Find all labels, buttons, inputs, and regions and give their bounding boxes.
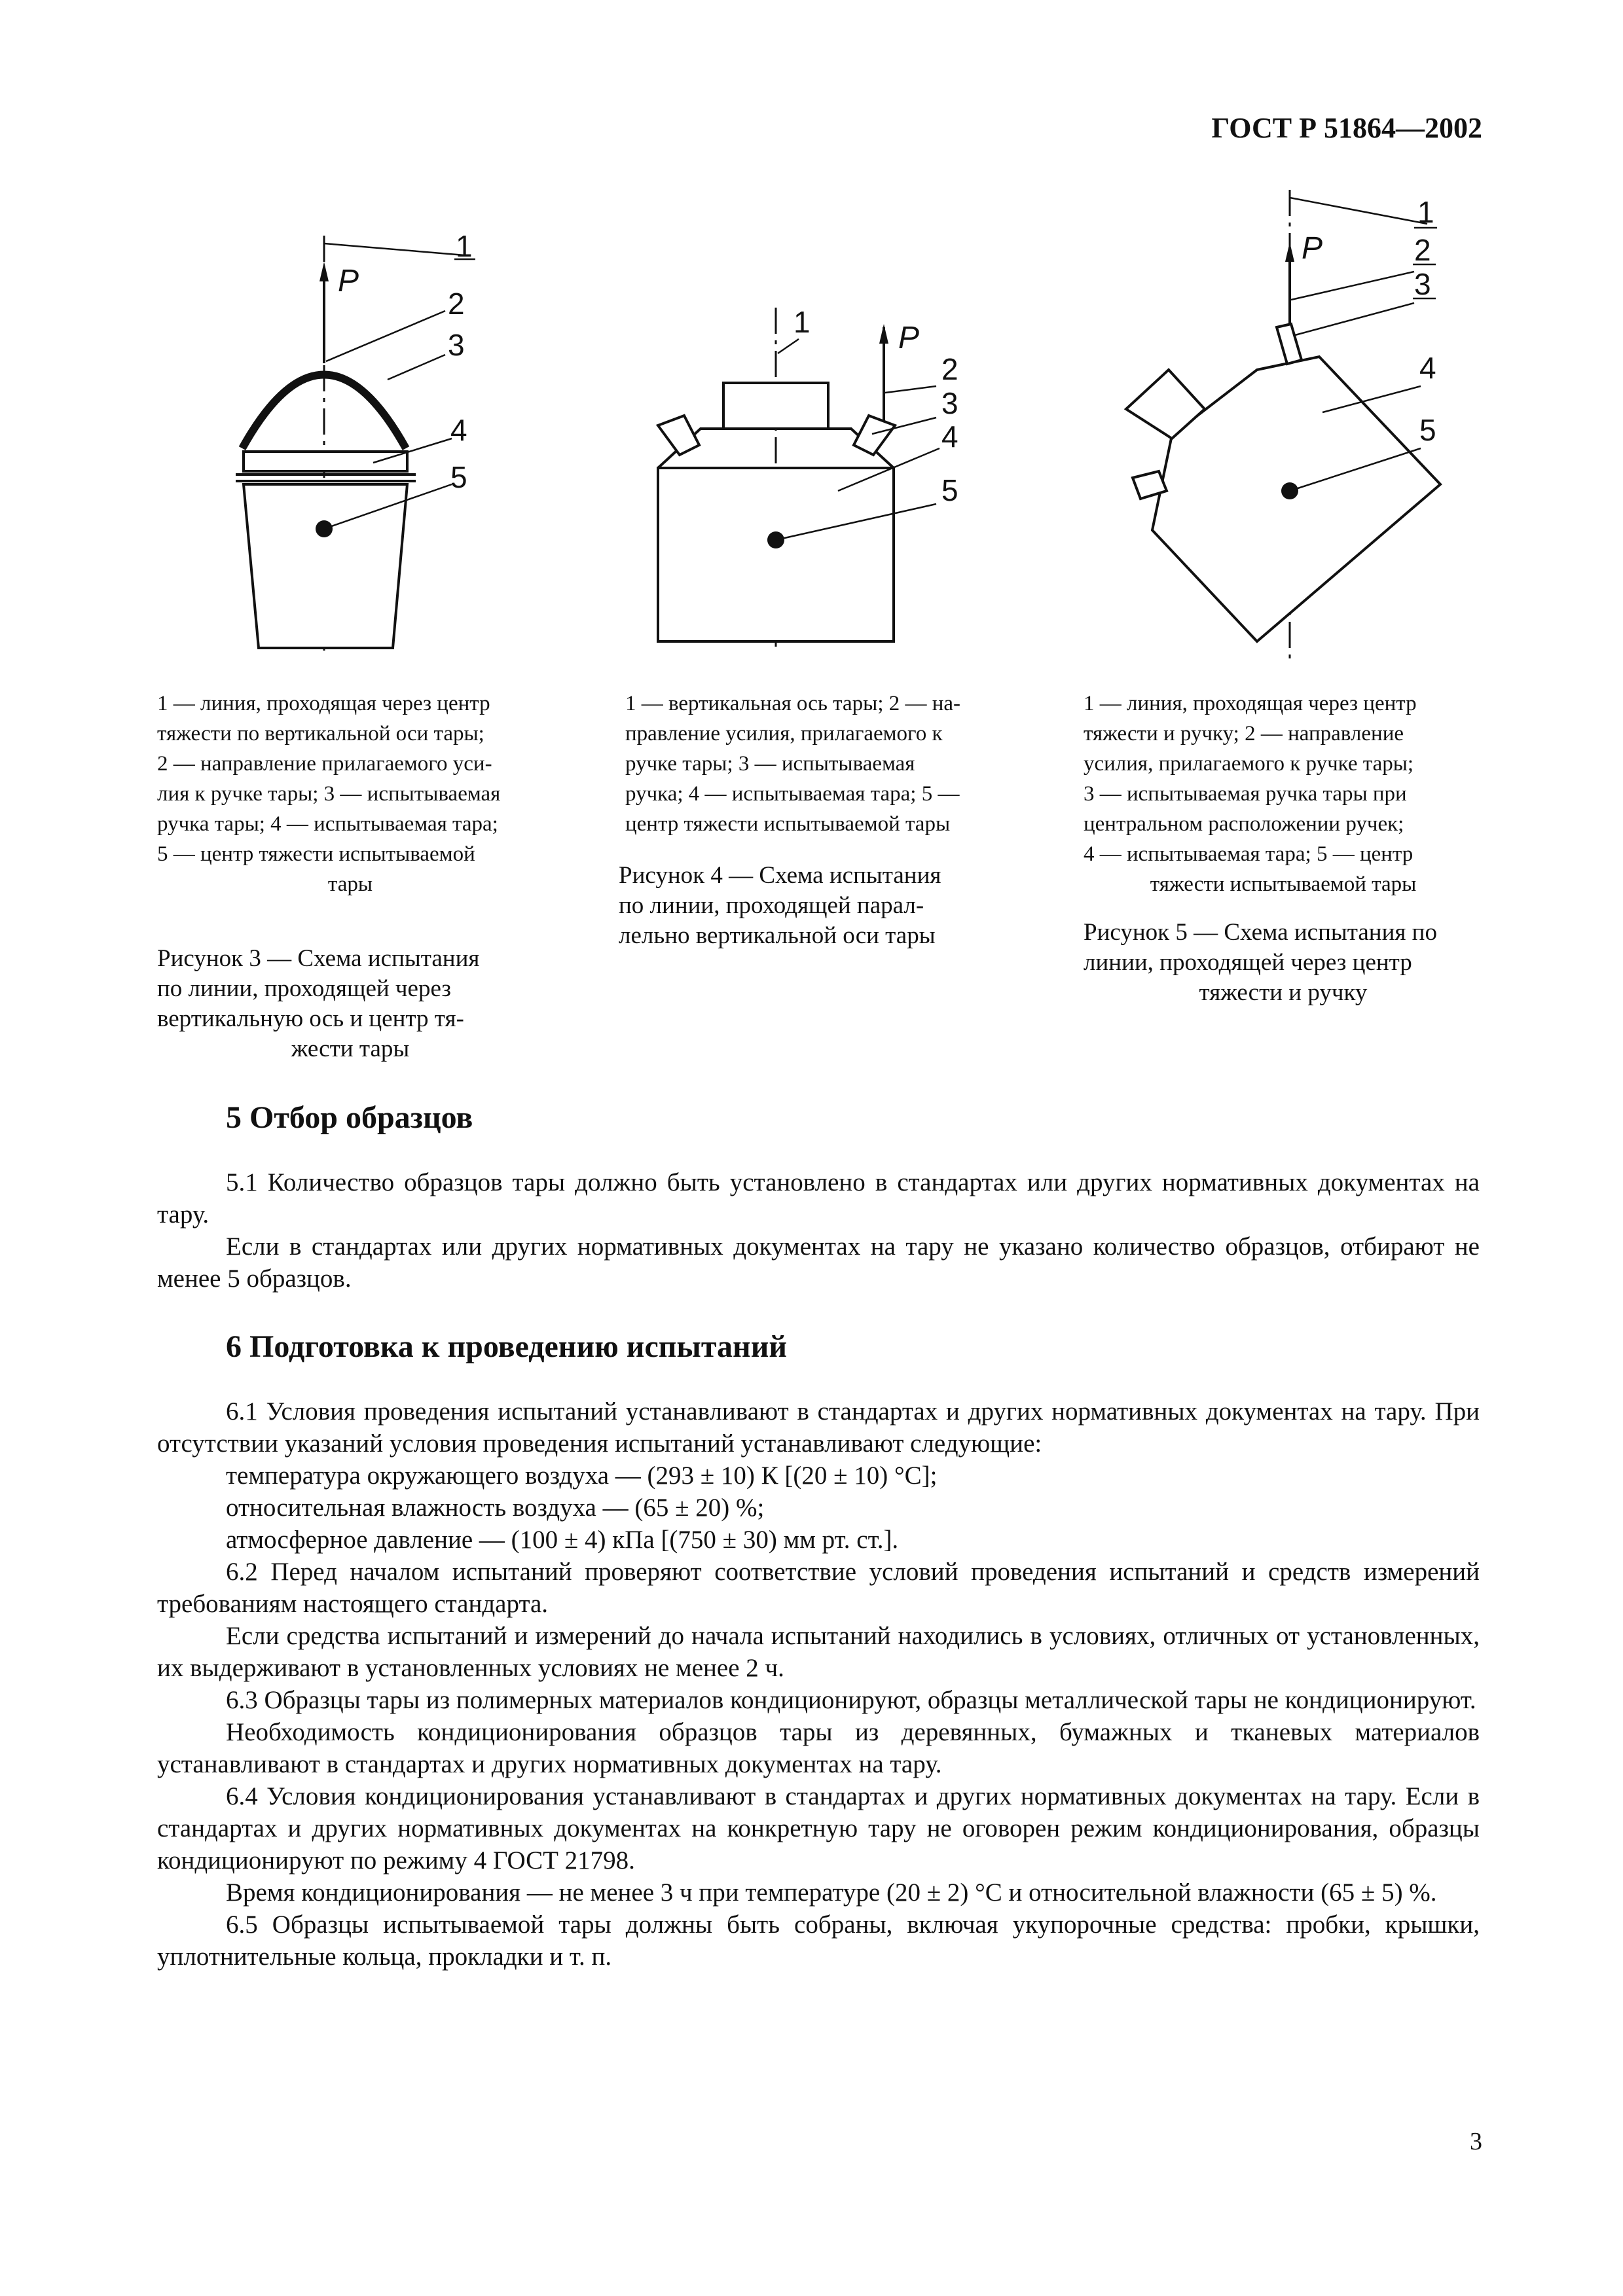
caption-line: тяжести и ручку — [1199, 979, 1368, 1006]
legend-line: тяжести по вертикальной оси тары; — [157, 722, 484, 745]
force-label: P — [338, 264, 359, 298]
caption-line: линии, проходящей через центр — [1084, 949, 1412, 976]
label-2: 2 — [941, 352, 958, 386]
legend-line: 1 — линия, проходящая через центр — [1084, 692, 1417, 715]
caption-line: лельно вертикальной оси тары — [619, 922, 936, 949]
legend-line: центральном расположении ручек; — [1084, 812, 1404, 836]
label-5: 5 — [941, 473, 958, 507]
caption-line: жести тары — [291, 1035, 410, 1062]
legend-line: ручка; 4 — испытываемая тара; 5 — — [625, 782, 960, 806]
bucket-diagram — [216, 216, 511, 668]
caption-line: вертикальную ось и центр тя- — [157, 1005, 464, 1032]
label-3: 3 — [1414, 267, 1431, 301]
label-1: 1 — [793, 305, 811, 339]
legend-line: правление усилия, прилагаемого к — [625, 722, 943, 745]
figure-5-legend — [1084, 689, 1483, 899]
caption-line: Рисунок 3 — Схема испытания — [157, 945, 480, 972]
figure-3-caption — [157, 944, 543, 1064]
legend-line: 1 — линия, проходящая через центр — [157, 692, 490, 715]
caption-line: по линии, проходящей парал- — [619, 892, 924, 919]
legend-line: 3 — испытываемая ручка тары при — [1084, 782, 1407, 806]
label-4: 4 — [941, 420, 958, 454]
legend-line: 1 — вертикальная ось тары; 2 — на- — [625, 692, 961, 715]
paragraph: 6.4 Условия кондиционирования устанавливают в стандартах и других нормативных документах на тару. Если в стандартах и других нормативных документах на конкретную тару не оговорен режим кондиционирования, образцы кондиционируют по режиму 4 ГОСТ 21798. — [157, 1782, 1480, 1874]
left-handle — [658, 416, 699, 455]
legend-line: тары — [327, 872, 373, 896]
paragraph: 6.1 Условия проведения испытаний устанавливают в стандартах и других нормативных документах на тару. При отсутствии указаний условия проведения испытаний устанавливают следующие: — [157, 1397, 1480, 1458]
label-3: 3 — [448, 328, 465, 362]
label-1: 1 — [456, 229, 473, 263]
figure-5-drawing — [1106, 183, 1473, 668]
label-4: 4 — [450, 413, 467, 447]
legend-line: 5 — центр тяжести испытываемой — [157, 842, 475, 866]
caption-line: Рисунок 5 — Схема испытания по — [1084, 919, 1437, 946]
canister-diagram — [629, 288, 995, 655]
paragraph: Если средства испытаний и измерений до начала испытаний находились в условиях, отличных от установленных, их выдерживают в установленных условиях не менее 2 ч. — [157, 1622, 1480, 1682]
page-number: 3 — [1470, 2128, 1482, 2155]
label-5: 5 — [450, 460, 467, 494]
bucket-rim — [244, 452, 407, 471]
paragraph: Если в стандартах или других нормативных документах на тару не указано количество образцов, отбирают не менее 5 образцов. — [157, 1232, 1480, 1293]
condition-item: температура окружающего воздуха — (293 ± 10) К [(20 ± 10) °С]; — [226, 1462, 938, 1490]
paragraph: 6.5 Образцы испытываемой тары должны быть собраны, включая укупорочные средства: пробки, крышки, уплотнительные кольца, прокладки и т. п. — [157, 1910, 1480, 1971]
legend-line: тяжести испытываемой тары — [1150, 872, 1417, 896]
label-4: 4 — [1419, 351, 1436, 385]
figure-3-drawing — [216, 216, 511, 668]
figure-3-legend — [157, 689, 543, 899]
legend-line: лия к ручке тары; 3 — испытываемая — [157, 782, 501, 806]
figure-4-legend — [625, 689, 1005, 839]
paragraph: 6.3 Образцы тары из полимерных материалов кондиционируют, образцы металлической тары не кондиционируют. — [226, 1686, 1476, 1714]
legend-line: 4 — испытываемая тара; 5 — центр — [1084, 842, 1413, 866]
label-5: 5 — [1419, 413, 1436, 447]
legend-line: ручке тары; 3 — испытываемая — [625, 752, 915, 776]
paragraph: 5.1 Количество образцов тары должно быть установлено в стандартах или других нормативных документах на тару. — [157, 1168, 1480, 1229]
caption-line: по линии, проходящей через — [157, 975, 451, 1002]
paragraph: Необходимость кондиционирования образцов тары из деревянных, бумажных и тканевых материалов устанавливают в стандартах и других нормативных документах на тару. — [157, 1718, 1480, 1778]
section-5-body — [157, 1166, 1480, 1295]
label-2: 2 — [448, 287, 465, 321]
figure-4-caption — [619, 861, 1005, 951]
label-3: 3 — [941, 386, 958, 420]
caption-line: Рисунок 4 — Схема испытания — [619, 862, 941, 889]
document-header: ГОСТ Р 51864—2002 — [1211, 112, 1482, 144]
legend-line: усилия, прилагаемого к ручке тары; — [1084, 752, 1414, 776]
condition-item: относительная влажность воздуха — (65 ± 20) %; — [226, 1494, 765, 1522]
legend-line: 2 — направление прилагаемого уси- — [157, 752, 492, 776]
section-5-title: 5 Отбор образцов — [226, 1100, 473, 1135]
legend-line: ручка тары; 4 — испытываемая тара; — [157, 812, 498, 836]
section-6-body — [157, 1395, 1480, 1973]
force-label: P — [1302, 231, 1323, 266]
condition-item: атмосферное давление — (100 ± 4) кПа [(750 ± 30) мм рт. ст.]. — [226, 1526, 899, 1554]
force-label: P — [898, 321, 920, 355]
paragraph: Время кондиционирования — не менее 3 ч при температуре (20 ± 2) °С и относительной влажности (65 ± 5) %. — [226, 1878, 1437, 1907]
figure-4-drawing — [629, 288, 995, 655]
legend-line: тяжести и ручку; 2 — направление — [1084, 722, 1404, 745]
section-6-title: 6 Подготовка к проведению испытаний — [226, 1329, 788, 1364]
top-handle — [1277, 324, 1302, 364]
canister-body — [658, 468, 894, 641]
label-1: 1 — [1417, 195, 1434, 229]
label-2: 2 — [1414, 233, 1431, 267]
right-handle — [854, 416, 895, 455]
legend-line: центр тяжести испытываемой тары — [625, 812, 951, 836]
figure-5-caption — [1084, 918, 1483, 1008]
tilted-canister-diagram — [1106, 183, 1473, 668]
canister-neck — [723, 383, 828, 429]
paragraph: 6.2 Перед началом испытаний проверяют соответствие условий проведения испытаний и средств измерений требованиям настоящего стандарта. — [157, 1558, 1480, 1618]
